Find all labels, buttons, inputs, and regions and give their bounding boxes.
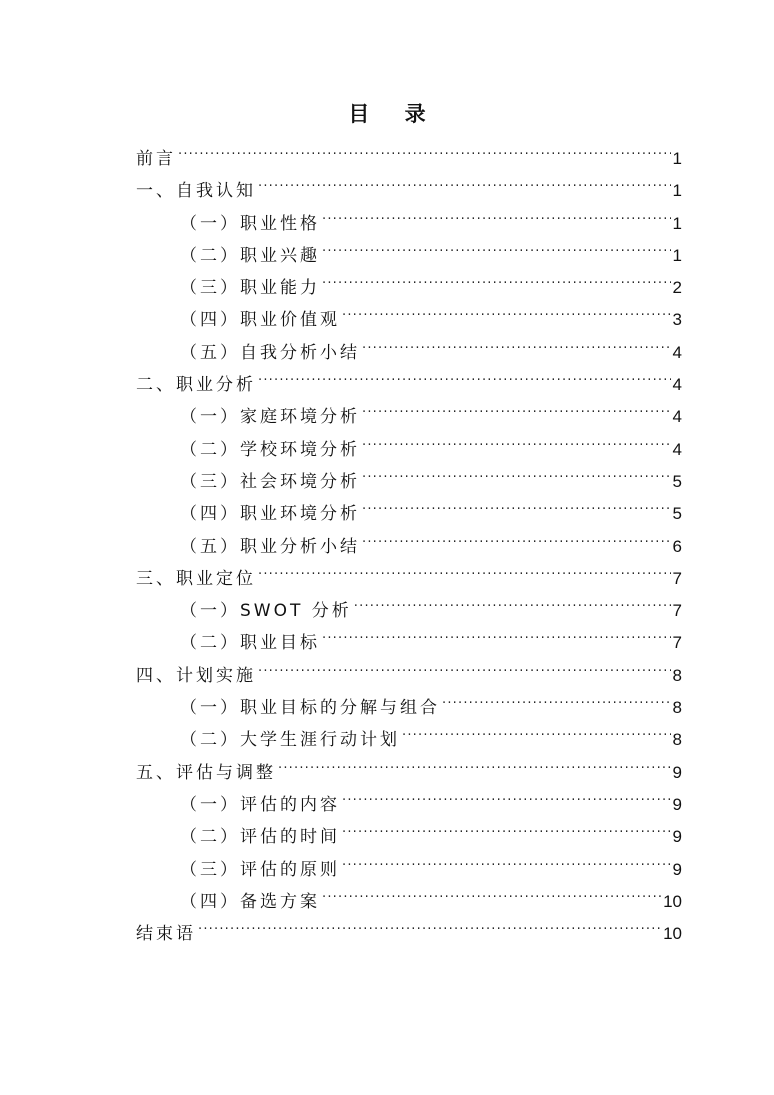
- toc-entry-page-number: 8: [672, 665, 682, 685]
- toc-dot-leader: [362, 326, 671, 358]
- toc-entry-label: （三）评估的原则: [180, 859, 340, 880]
- toc-dot-leader: [258, 649, 671, 681]
- toc-dot-leader: [198, 907, 661, 939]
- toc-dot-leader: [258, 552, 671, 584]
- toc-entry-page-number: 4: [672, 439, 682, 459]
- table-of-contents: [136, 132, 682, 945]
- toc-entry-page-number: 1: [672, 245, 682, 265]
- toc-dot-leader: [258, 358, 671, 390]
- toc-entry-page-number: 1: [672, 181, 682, 201]
- toc-entry-label: （五）职业分析小结: [180, 536, 360, 557]
- toc-dot-leader: [178, 132, 671, 164]
- toc-dot-leader: [354, 584, 671, 616]
- toc-entry-label: 二、职业分析: [136, 375, 256, 396]
- toc-entry-label: （二）大学生涯行动计划: [180, 730, 400, 751]
- toc-entry-page-number: 1: [672, 149, 682, 168]
- toc-dot-leader: [342, 778, 671, 810]
- toc-title: 目 录: [348, 102, 440, 126]
- toc-entry-label: 四、计划实施: [136, 665, 256, 686]
- toc-dot-leader: [362, 390, 671, 422]
- toc-entry-page-number: 10: [663, 891, 682, 911]
- toc-dot-leader: [322, 875, 661, 907]
- toc-entry[interactable]: [136, 132, 682, 169]
- toc-entry-label: 一、自我认知: [136, 181, 256, 202]
- toc-entry-page-number: 4: [672, 375, 682, 395]
- toc-entry-label: （一）职业性格: [180, 213, 320, 234]
- toc-entry-label: （三）职业能力: [180, 278, 320, 299]
- toc-entry-page-number: 2: [672, 278, 682, 298]
- toc-entry-page-number: 5: [672, 504, 682, 524]
- toc-entry[interactable]: [136, 907, 682, 945]
- toc-entry-page-number: 3: [672, 310, 682, 330]
- toc-entry-page-number: 9: [672, 859, 682, 879]
- toc-entry-page-number: 8: [672, 698, 682, 718]
- toc-dot-leader: [278, 746, 671, 778]
- toc-dot-leader: [342, 293, 671, 325]
- toc-entry-page-number: 9: [672, 762, 682, 782]
- toc-dot-leader: [322, 197, 671, 229]
- toc-entry-label: （二）评估的时间: [180, 827, 340, 848]
- toc-entry-page-number: 10: [663, 924, 682, 944]
- toc-entry-label: （二）职业兴趣: [180, 245, 320, 266]
- toc-entry-label: （二）学校环境分析: [180, 439, 360, 460]
- toc-entry-label: （二）职业目标: [180, 633, 320, 654]
- toc-dot-leader: [362, 423, 671, 455]
- toc-entry-label: （五）自我分析小结: [180, 342, 360, 363]
- toc-entry[interactable]: [136, 164, 682, 202]
- toc-entry-label: （一）职业目标的分解与组合: [180, 698, 440, 719]
- toc-entry-label: （三）社会环境分析: [180, 471, 360, 492]
- toc-entry-label: 结束语: [136, 924, 196, 945]
- toc-entry-label: （四）职业价值观: [180, 310, 340, 331]
- toc-entry-page-number: 4: [672, 342, 682, 362]
- toc-entry-label: 前言: [136, 149, 176, 169]
- toc-dot-leader: [322, 261, 671, 293]
- toc-dot-leader: [442, 681, 671, 713]
- toc-entry-page-number: 7: [672, 568, 682, 588]
- toc-dot-leader: [342, 810, 671, 842]
- toc-entry-page-number: 9: [672, 827, 682, 847]
- toc-dot-leader: [362, 520, 671, 552]
- toc-entry-page-number: 7: [672, 633, 682, 653]
- toc-dot-leader: [362, 487, 671, 519]
- toc-dot-leader: [362, 455, 671, 487]
- toc-dot-leader: [322, 229, 671, 261]
- toc-entry-label: 三、职业定位: [136, 568, 256, 589]
- toc-dot-leader: [322, 616, 671, 648]
- toc-dot-leader: [258, 164, 671, 196]
- toc-entry-label: （四）职业环境分析: [180, 504, 360, 525]
- toc-entry-page-number: 9: [672, 794, 682, 814]
- toc-entry-label: 五、评估与调整: [136, 762, 276, 783]
- toc-entry-label: （一）评估的内容: [180, 794, 340, 815]
- toc-entry-page-number: 4: [672, 407, 682, 427]
- toc-entry-label: （一）SWOT 分析: [180, 601, 352, 622]
- toc-entry-page-number: 7: [672, 601, 682, 621]
- toc-entry-label: （一）家庭环境分析: [180, 407, 360, 428]
- toc-entry-page-number: 8: [672, 730, 682, 750]
- toc-entry-page-number: 5: [672, 471, 682, 491]
- toc-entry-page-number: 6: [672, 536, 682, 556]
- toc-entry-label: （四）备选方案: [180, 891, 320, 912]
- toc-entry-page-number: 1: [672, 213, 682, 233]
- toc-dot-leader: [402, 713, 671, 745]
- toc-dot-leader: [342, 843, 671, 875]
